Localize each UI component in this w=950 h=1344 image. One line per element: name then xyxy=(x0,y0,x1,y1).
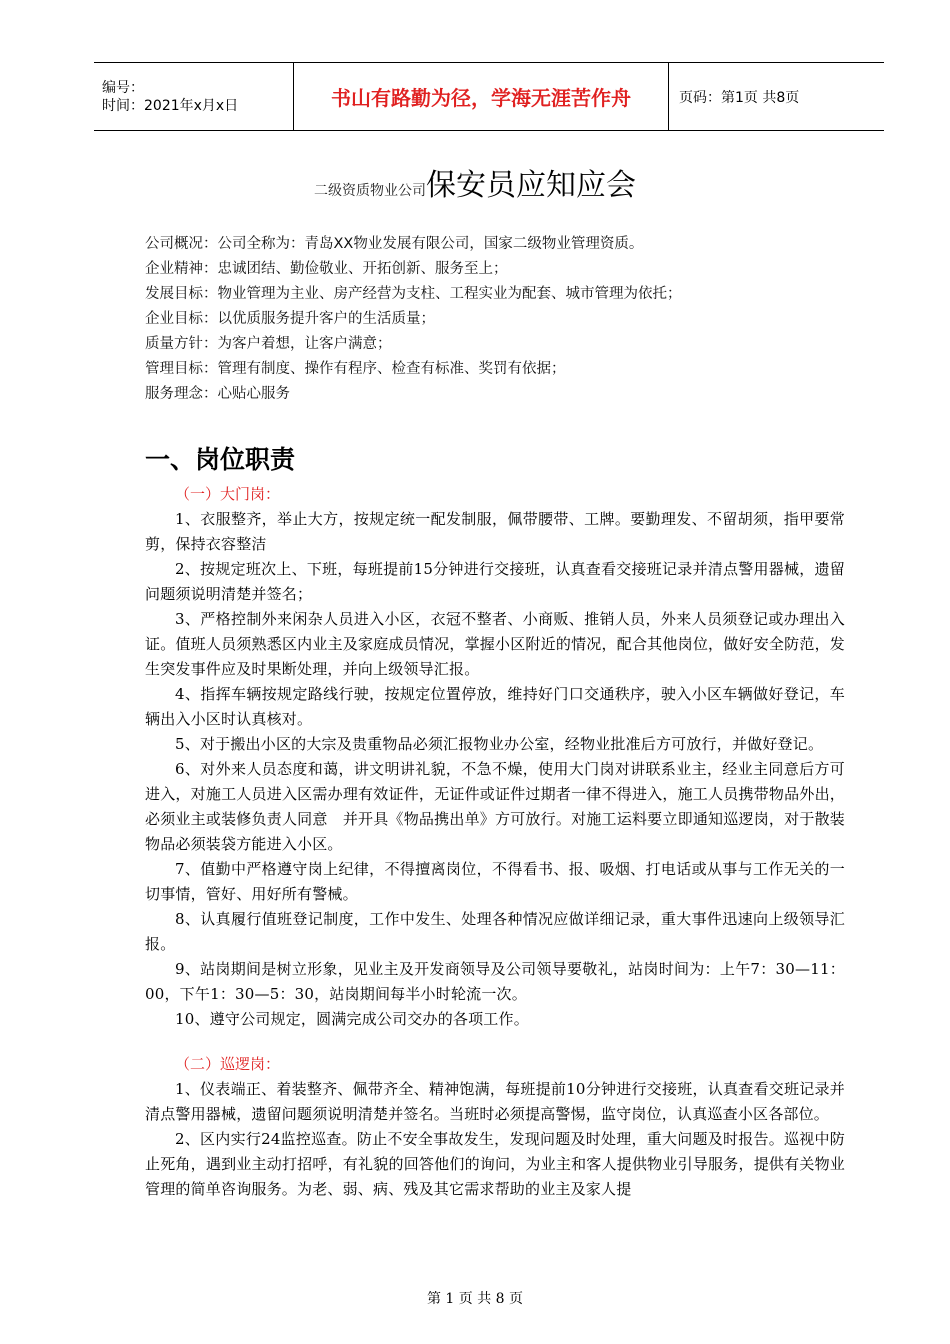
duty-item: 2、按规定班次上、下班，每班提前15分钟进行交接班，认真查看交接班记录并清点警用器械，遗留问题须说明清楚并签名； xyxy=(145,560,845,603)
info-line: 企业目标：以优质服务提升客户的生活质量； xyxy=(145,311,435,327)
duty-item: 3、严格控制外来闲杂人员进入小区，衣冠不整者、小商贩、推销人员，外来人员须登记或办理出入证。值班人员须熟悉区内业主及家庭成员情况，掌握小区附近的情况，配合其他岗位，做好安全防范，发生突发事件应及时果断处理，并向上级领导汇报。 xyxy=(145,610,845,678)
duty-item: 4、指挥车辆按规定路线行驶，按规定位置停放，维持好门口交通秩序，驶入小区车辆做好登记，车辆出入小区时认真核对。 xyxy=(145,685,845,728)
subsection-title-patrol: （二）巡逻岗： xyxy=(175,1055,281,1073)
date-label: 时间：2021年x月x日 xyxy=(102,97,239,114)
footer-page-number: 第 1 页 共 8 页 xyxy=(426,1291,524,1307)
page-header xyxy=(94,62,884,131)
duty-item: 7、值勤中严格遵守岗上纪律，不得擅离岗位，不得看书、报、吸烟、打电话或从事与工作无关的一切事情，管好、用好所有警械。 xyxy=(145,860,845,903)
info-line: 企业精神：忠诚团结、勤俭敬业、开拓创新、服务至上； xyxy=(145,261,508,277)
section-heading: 一、岗位职责 xyxy=(145,445,296,474)
header-meta xyxy=(94,63,294,130)
header-page-code xyxy=(669,63,884,130)
number-label: 编号： xyxy=(102,79,144,96)
motto-text: 书山有路勤为径，学海无涯苦作舟 xyxy=(331,86,631,110)
info-line: 公司概况：公司全称为：青岛XX物业发展有限公司，国家二级物业管理资质。 xyxy=(145,236,644,252)
duty-item: 6、对外来人员态度和蔼，讲文明讲礼貌，不急不燥，使用大门岗对讲联系业主，经业主同意后方可进入，对施工人员进入区需办理有效证件，无证件或证件过期者一律不得进入，施工人员携带物品外出，必须业主或装修负责人同意 并开具《物品携出单》方可放行。对施工运料要立即通知巡逻岗，对于散装物品必须装袋方能进入小区。 xyxy=(145,760,845,853)
info-line: 管理目标：管理有制度、操作有程序、检查有标准、奖罚有依据； xyxy=(145,361,566,377)
duty-item: 1、仪表端正、着装整齐、佩带齐全、精神饱满，每班提前10分钟进行交接班，认真查看交班记录并清点警用器械，遗留问题须说明清楚并签名。当班时必须提高警惕，监守岗位，认真巡查小区各部位。 xyxy=(145,1080,845,1123)
spacer xyxy=(145,1032,845,1052)
duty-item: 9、站岗期间是树立形象，见业主及开发商领导及公司领导要敬礼，站岗时间为：上午7：30—11：00，下午1：30—5：30，站岗期间每半小时轮流一次。 xyxy=(145,960,845,1003)
document-title xyxy=(0,160,950,204)
info-line: 发展目标：物业管理为主业、房产经营为支柱、工程实业为配套、城市管理为依托； xyxy=(145,286,682,302)
company-info xyxy=(145,232,845,407)
title-main: 保安员应知应会 xyxy=(426,168,636,203)
page-code-text: 页码：第1页 共8页 xyxy=(679,89,800,106)
page-footer xyxy=(0,1288,950,1308)
info-line: 质量方针：为客户着想，让客户满意； xyxy=(145,336,392,352)
subsection-title-gate: （一）大门岗： xyxy=(175,485,281,503)
duty-item: 1、衣服整齐，举止大方，按规定统一配发制服，佩带腰带、工牌。要勤理发、不留胡须，指甲要常剪，保持衣容整洁 xyxy=(145,510,845,553)
duty-item: 2、区内实行24监控巡查。防止不安全事故发生，发现问题及时处理，重大问题及时报告。巡视中防止死角，遇到业主动打招呼，有礼貌的回答他们的询问，为业主和客人提供物业引导服务，提供有关物业管理的简单咨询服务。为老、弱、病、残及其它需求帮助的业主及家人提 xyxy=(145,1130,845,1198)
title-prefix: 二级资质物业公司 xyxy=(314,183,426,199)
duty-item: 10、遵守公司规定，圆满完成公司交办的各项工作。 xyxy=(175,1010,529,1028)
document-body xyxy=(145,232,845,1202)
duty-item: 5、对于搬出小区的大宗及贵重物品必须汇报物业办公室，经物业批准后方可放行，并做好登记。 xyxy=(175,735,824,753)
duty-item: 8、认真履行值班登记制度，工作中发生、处理各种情况应做详细记录，重大事件迅速向上级领导汇报。 xyxy=(145,910,845,953)
info-line: 服务理念：心贴心服务 xyxy=(145,386,290,402)
header-motto xyxy=(294,63,669,130)
